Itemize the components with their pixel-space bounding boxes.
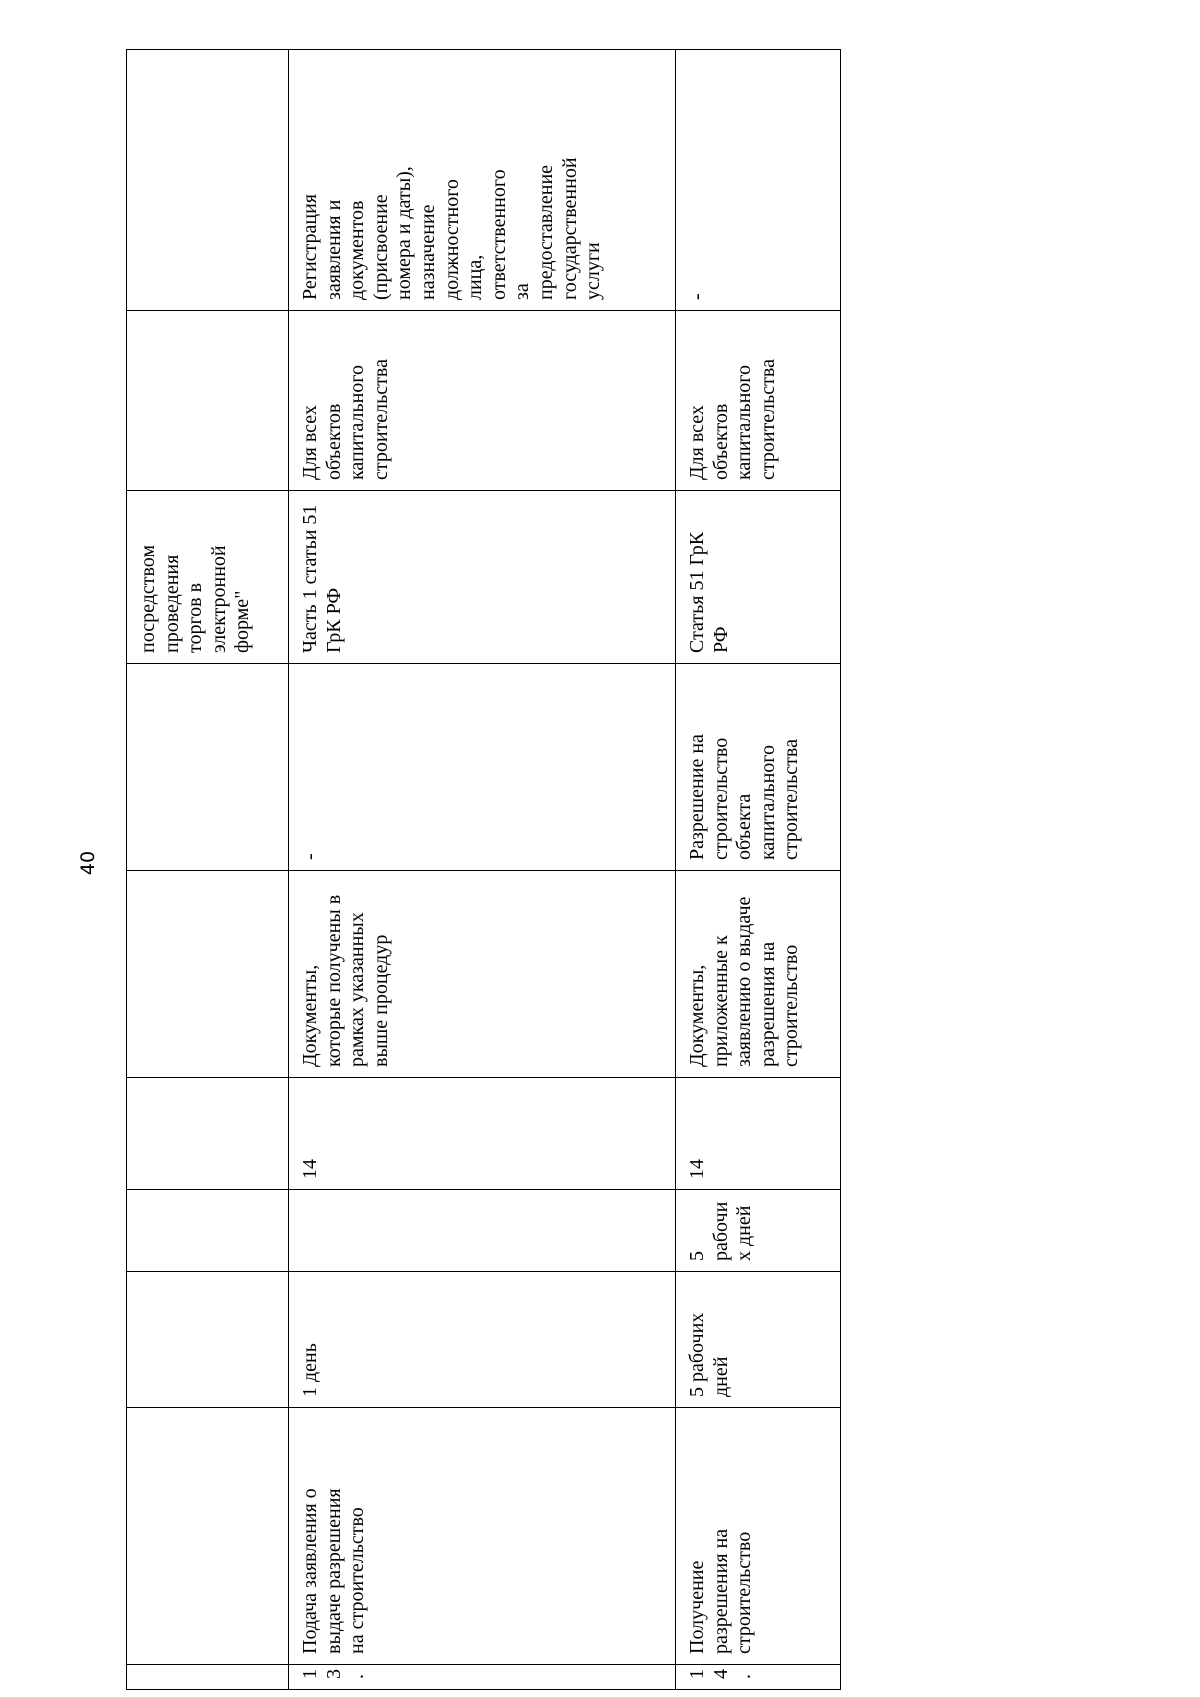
table-row-14: [676, 50, 841, 1690]
cell-documents: Документы, которые получены в рамках указанных выше процедур: [289, 871, 676, 1078]
cell-count: [127, 1078, 289, 1190]
cell-applicability: Для всех объектов капитального строительства: [289, 311, 676, 491]
cell-num: 13.: [289, 1665, 676, 1690]
cell-note: [127, 50, 289, 311]
table-row-13: [289, 50, 676, 1690]
cell-documents: [127, 871, 289, 1078]
cell-procedure: Подача заявления о выдаче разрешения на строительство: [289, 1408, 676, 1665]
cell-term2: [127, 1190, 289, 1272]
cell-basis: Статья 51 ГрК РФ: [676, 491, 841, 664]
cell-num: [127, 1665, 289, 1690]
page-number: 40: [77, 850, 100, 876]
cell-procedure: Получение разрешения на строительство: [676, 1408, 841, 1665]
cell-note: Регистрация заявления и документов (присвоение номера и даты), назначение должностного лица, ответственного за предоставление государственной услуги: [289, 50, 676, 311]
cell-note: -: [676, 50, 841, 311]
cell-basis: посредством проведения торгов в электронной форме": [127, 491, 289, 664]
cell-result: -: [289, 664, 676, 871]
rotated-table-wrapper: [126, 50, 840, 1690]
cell-num: 14.: [676, 1665, 841, 1690]
cell-applicability: Для всех объектов капитального строительства: [676, 311, 841, 491]
cell-documents: Документы, приложенные к заявлению о выдаче разрешения на строительство: [676, 871, 841, 1078]
cell-term2: [289, 1190, 676, 1272]
cell-procedure: [127, 1408, 289, 1665]
cell-term: [127, 1272, 289, 1408]
cell-count: 14: [289, 1078, 676, 1190]
cell-term: 5 рабочих дней: [676, 1272, 841, 1408]
cell-term: 1 день: [289, 1272, 676, 1408]
procedures-table: [126, 49, 841, 1690]
cell-result: Разрешение на строительство объекта капитального строительства: [676, 664, 841, 871]
table-row-continuation: [127, 50, 289, 1690]
cell-applicability: [127, 311, 289, 491]
cell-result: [127, 664, 289, 871]
cell-term2: 5 рабочи х дней: [676, 1190, 841, 1272]
cell-count: 14: [676, 1078, 841, 1190]
cell-basis: Часть 1 статьи 51 ГрК РФ: [289, 491, 676, 664]
